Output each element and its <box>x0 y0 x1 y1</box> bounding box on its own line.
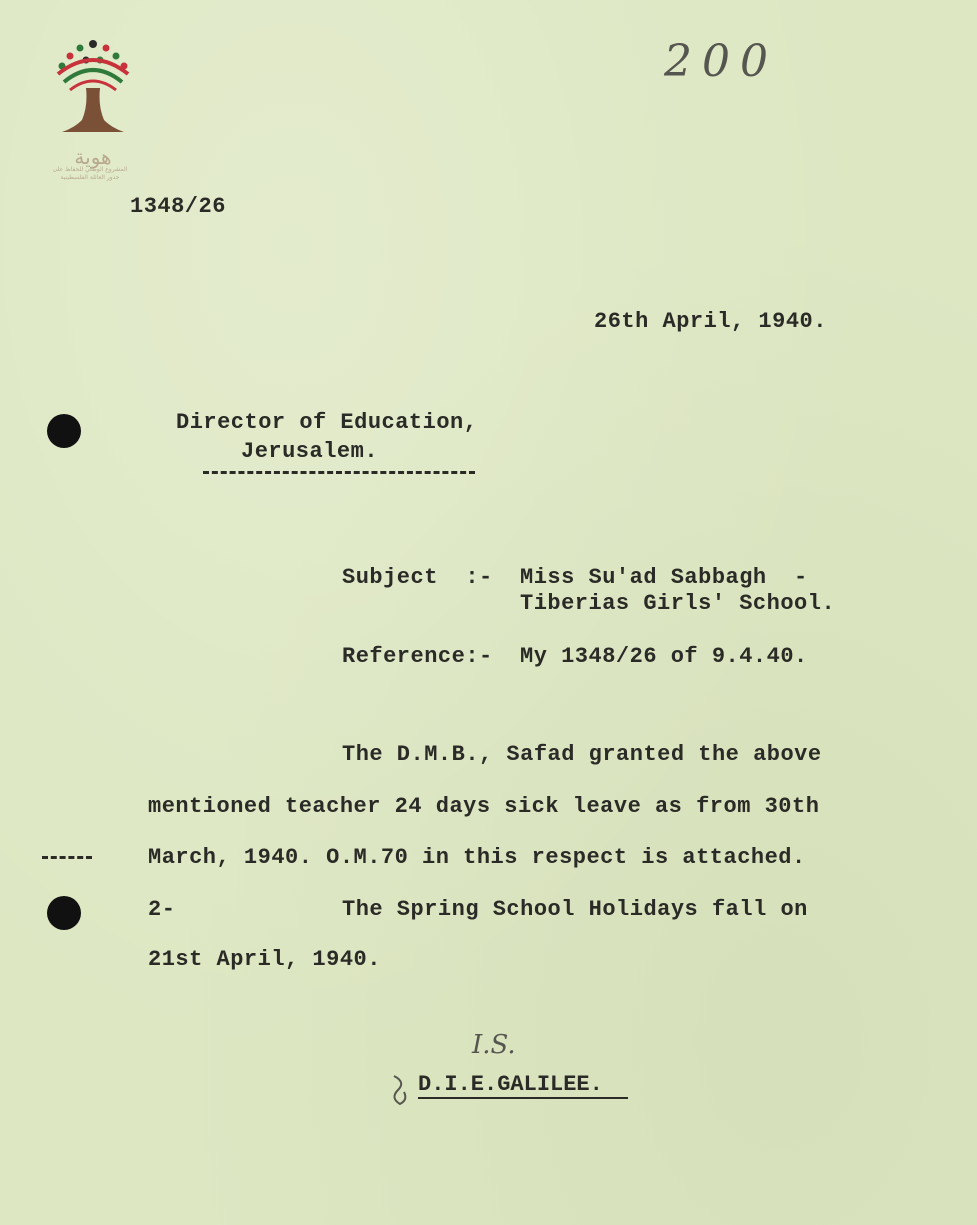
body-line2: mentioned teacher 24 days sick leave as from 30th <box>148 794 820 819</box>
body-line1: The D.M.B., Safad granted the above <box>342 742 822 767</box>
tree-trunk-icon <box>62 88 124 132</box>
body-line3: March, 1940. O.M.70 in this respect is attached. <box>148 845 806 870</box>
reference-value: My 1348/26 of 9.4.40. <box>520 644 808 669</box>
file-number: 1348/26 <box>130 194 226 219</box>
addressee-line1: Director of Education, <box>176 410 478 435</box>
para2-line2: 21st April, 1940. <box>148 947 381 972</box>
reference-label: Reference:- <box>342 644 493 669</box>
signature-flourish-icon <box>388 1072 414 1108</box>
logo-caption <box>40 166 140 182</box>
para2-line1: The Spring School Holidays fall on <box>342 897 808 922</box>
logo-caption-line1: المشروع الوطني للحفاظ على <box>52 166 128 173</box>
margin-dash-mark <box>42 856 92 859</box>
punch-hole-top <box>47 414 81 448</box>
handwritten-initials: I.S. <box>472 1030 516 1060</box>
signature-underline <box>418 1097 628 1099</box>
arabic-logo-name: هوية <box>74 145 112 169</box>
subject-line1: Miss Su'ad Sabbagh - <box>520 565 808 590</box>
addressee-line2: Jerusalem. <box>241 439 379 464</box>
subject-label: Subject :- <box>342 565 493 590</box>
letter-date: 26th April, 1940. <box>594 309 827 334</box>
handwritten-page-number: 200 <box>664 36 778 87</box>
signature-block: D.I.E.GALILEE. <box>418 1072 603 1097</box>
people-icons <box>58 40 128 90</box>
para2-number: 2- <box>148 897 176 922</box>
addressee-underline <box>203 471 475 474</box>
logo-caption-line2: جذور العائلة الفلسطينية <box>60 174 120 181</box>
subject-line2: Tiberias Girls' School. <box>520 591 836 616</box>
punch-hole-bottom <box>47 896 81 930</box>
